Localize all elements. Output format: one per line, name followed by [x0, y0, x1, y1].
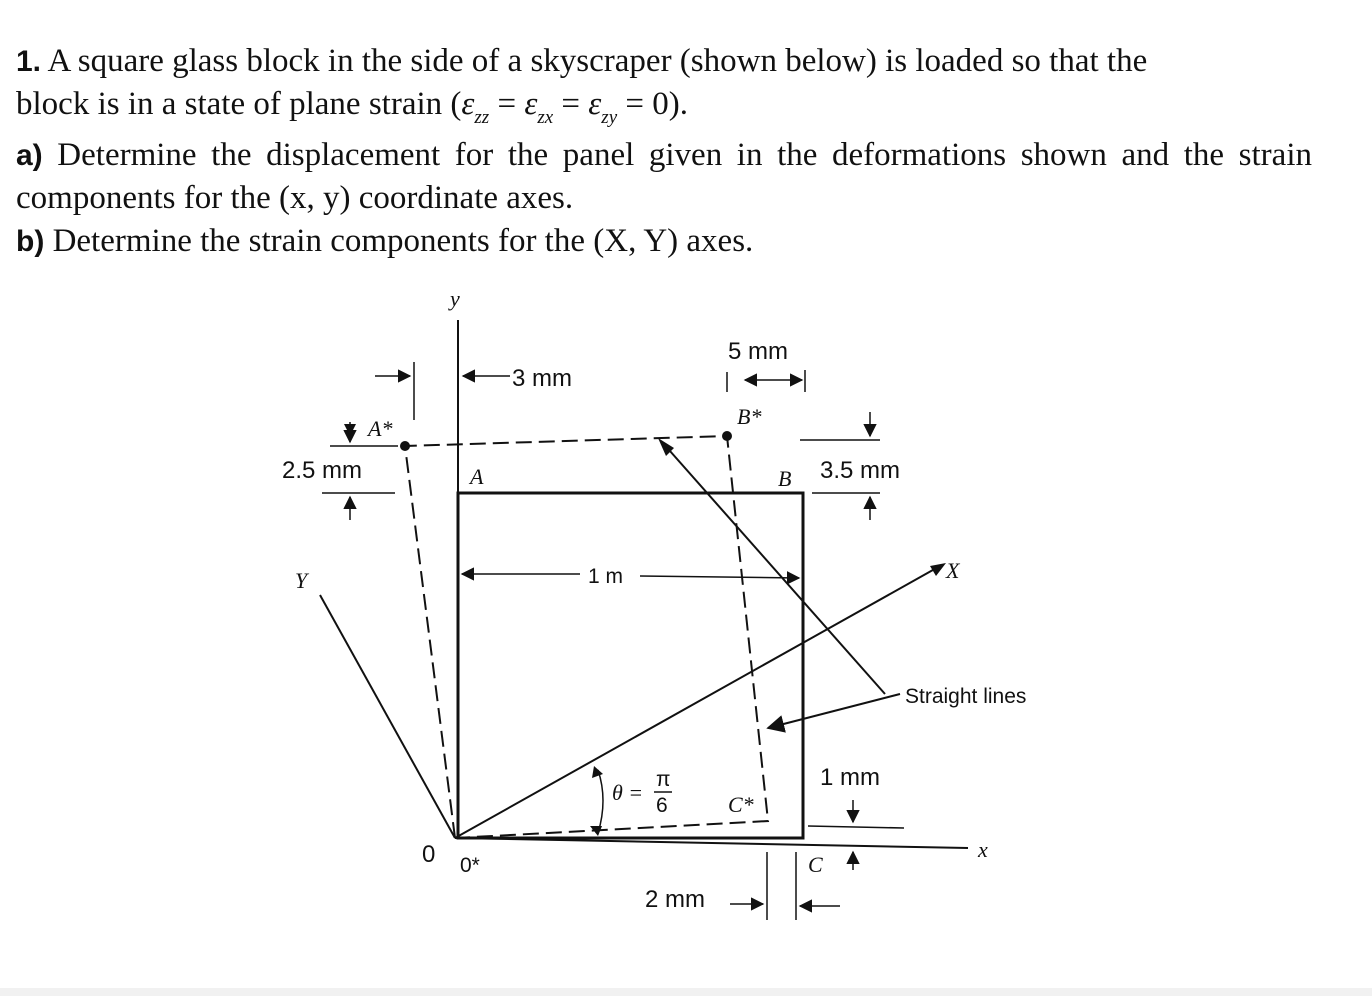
dim-3-5mm-label: 3.5 mm: [820, 457, 901, 484]
dim-2mm-label: 2 mm: [645, 886, 705, 913]
callout-leader: [768, 694, 900, 728]
y-axis-label: y: [450, 286, 460, 311]
zero-close: 0).: [652, 86, 688, 122]
part-b: [16, 220, 1312, 263]
label-c: C: [808, 852, 823, 877]
straight-lines-label: Straight lines: [905, 685, 1027, 708]
theta-numerator: π: [656, 768, 671, 791]
point-b-star-dot: [722, 431, 732, 441]
label-b-star: B*: [737, 404, 762, 429]
theta-arrow-top-icon: [592, 766, 603, 778]
theta-arc: [598, 770, 603, 833]
label-a-star: A*: [368, 416, 393, 441]
rotated-x-label: X: [946, 558, 960, 583]
strain-zz: $\varepsilon_{zz}$: [461, 86, 490, 128]
problem-intro: 1. A square glass block in the side of a skyscraper (shown below) is loaded so that the block is in a state of plane strain $(\varepsilon_{zz} = \varepsilon_{zx} = \varepsilon_{zy} = 0)$.: [16, 43, 1148, 128]
a-star-arrow-icon: [344, 424, 356, 436]
problem-statement: [16, 40, 1312, 263]
rotated-y-axis: [320, 595, 455, 838]
label-b: B: [778, 466, 792, 491]
dim-1m-label: 1 m: [588, 565, 624, 588]
label-c-star: C*: [728, 792, 754, 817]
strain-zx: $\varepsilon_{zx}$: [524, 86, 554, 128]
part-a-text: Determine the displacement for the panel given in the deformations shown and the strain components for the (x, y) coordinate axes.: [16, 137, 1312, 216]
figure-svg: [0, 280, 1372, 980]
point-a-star-dot: [400, 441, 410, 451]
intro-line-1: A square glass block in the side of a skyscraper (shown below) is loaded so that the: [47, 43, 1148, 79]
problem-number: 1.: [16, 45, 42, 78]
strain-zy: $\varepsilon_{zy}$: [588, 86, 618, 128]
part-a-label: a): [16, 139, 43, 172]
theta-label: θ =: [612, 780, 644, 805]
dim-1m-right-arrow: [640, 576, 799, 578]
intro-line-2: block is in a state of plane strain (: [16, 86, 462, 122]
rotated-y-label: Y: [295, 568, 308, 593]
bottom-bar: [0, 988, 1372, 996]
dim-2-5mm-label: 2.5 mm: [282, 457, 363, 484]
rotated-x-arrow-icon: [930, 563, 946, 576]
dim-1mm-ext: [808, 826, 904, 828]
part-a: [16, 134, 1312, 220]
deformation-figure: [0, 280, 1372, 980]
x-axis-label: x: [978, 837, 988, 862]
dim-5mm-label: 5 mm: [728, 338, 788, 365]
part-b-text: Determine the strain components for the (X, Y) axes.: [52, 223, 754, 259]
dim-3mm-label: 3 mm: [512, 365, 572, 392]
part-b-label: b): [16, 225, 45, 258]
theta-denominator: 6: [656, 794, 668, 817]
dim-1mm-label: 1 mm: [820, 764, 880, 791]
label-origin: 0: [422, 841, 436, 868]
label-a: A: [470, 464, 484, 489]
label-origin-star: 0*: [460, 854, 480, 877]
